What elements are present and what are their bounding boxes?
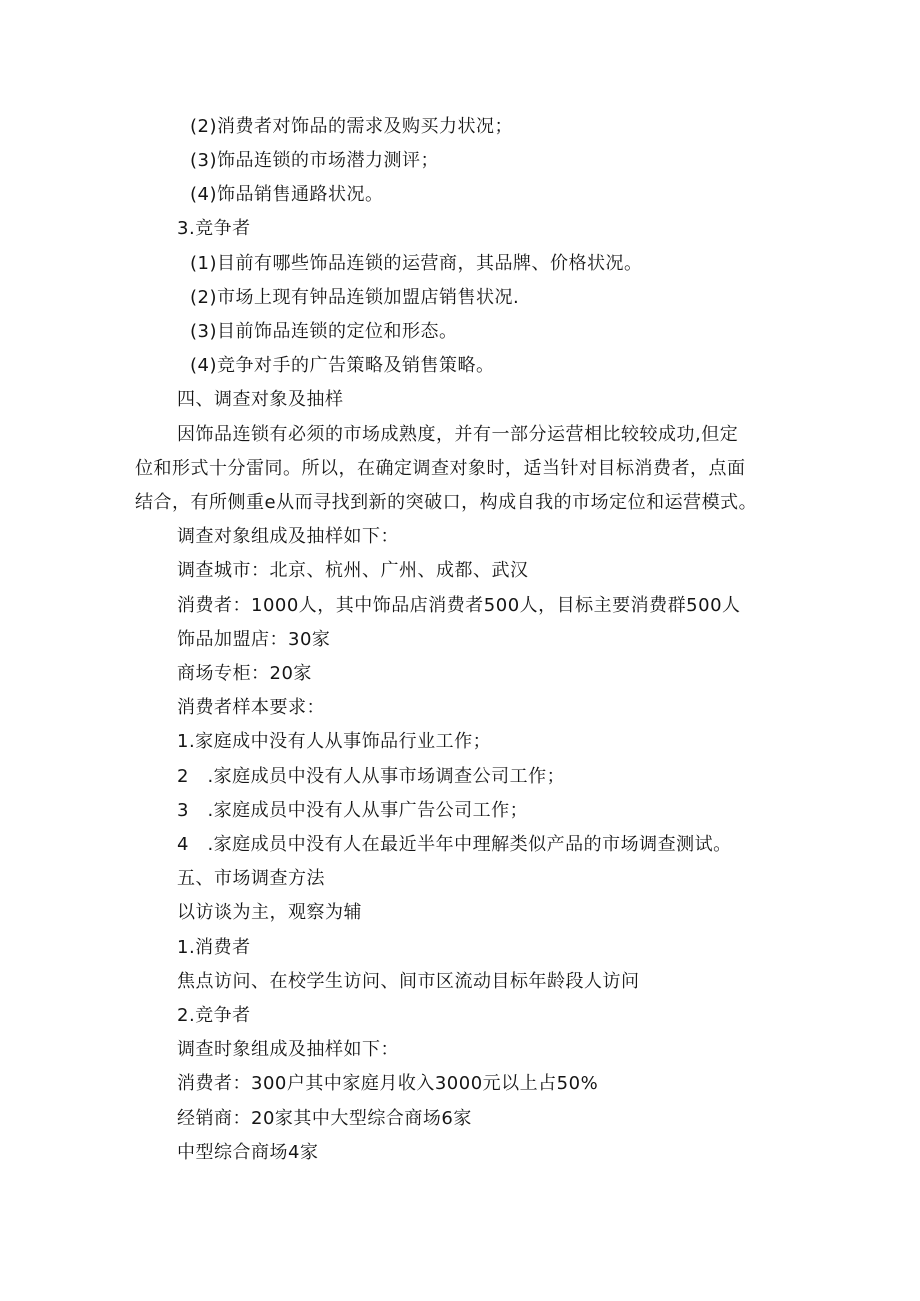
paragraph-line: 消费者：300户其中家庭月收入3000元以上占50%	[177, 1073, 599, 1094]
list-item: 3 .家庭成员中没有人从事广告公司工作；	[177, 800, 529, 821]
section-heading: 四、调查对象及抽样	[177, 389, 344, 410]
paragraph-line: 焦点访问、在校学生访问、间市区流动目标年龄段人访问	[177, 971, 640, 992]
section-heading: 1.消费者	[177, 937, 251, 958]
list-item: (2)消费者对饰品的需求及购买力状况；	[190, 116, 513, 137]
section-heading: 2.竞争者	[177, 1005, 251, 1026]
list-item: 1.家庭成中没有人从事饰品行业工作；	[177, 731, 492, 752]
list-item: 2 .家庭成员中没有人从事市场调查公司工作；	[177, 766, 566, 787]
paragraph-line: 中型综合商场4家	[177, 1142, 319, 1163]
list-item: 4 .家庭成员中没有人在最近半年中理解类似产品的市场调查测试。	[177, 834, 732, 855]
section-heading: 五、市场调查方法	[177, 868, 325, 889]
paragraph-line: 结合，有所侧重e从而寻找到新的突破口，构成自我的市场定位和运营模式。	[135, 492, 758, 513]
paragraph-line: 调查对象组成及抽样如下：	[177, 526, 399, 547]
paragraph-line: 饰品加盟店：30家	[177, 629, 331, 650]
list-item: (2)市场上现有钟品连锁加盟店销售状况.	[190, 287, 520, 308]
paragraph-line: 消费者：1000人，其中饰品店消费者500人，目标主要消费群500人	[177, 595, 741, 616]
paragraph-line: 消费者样本要求：	[177, 697, 325, 718]
list-item: (4)竞争对手的广告策略及销售策略。	[190, 355, 495, 376]
list-item: (1)目前有哪些饰品连锁的运营商，其品牌、价格状况。	[190, 253, 643, 274]
paragraph-line: 因饰品连锁有必须的市场成熟度，并有一部分运营相比较较成功,但定	[177, 424, 739, 445]
list-item: (3)饰品连锁的市场潜力测评；	[190, 150, 439, 171]
paragraph-line: 商场专柜：20家	[177, 663, 312, 684]
paragraph-line: 位和形式十分雷同。所以，在确定调查对象时，适当针对目标消费者，点面	[135, 458, 746, 479]
paragraph-line: 调查时象组成及抽样如下：	[177, 1039, 399, 1060]
paragraph-line: 调查城市：北京、杭州、广州、成都、武汉	[177, 560, 529, 581]
section-heading: 3.竞争者	[177, 218, 251, 239]
list-item: (4)饰品销售通路状况。	[190, 184, 384, 205]
paragraph-line: 以访谈为主，观察为辅	[177, 902, 362, 923]
paragraph-line: 经销商：20家其中大型综合商场6家	[177, 1108, 472, 1129]
list-item: (3)目前饰品连锁的定位和形态。	[190, 321, 458, 342]
